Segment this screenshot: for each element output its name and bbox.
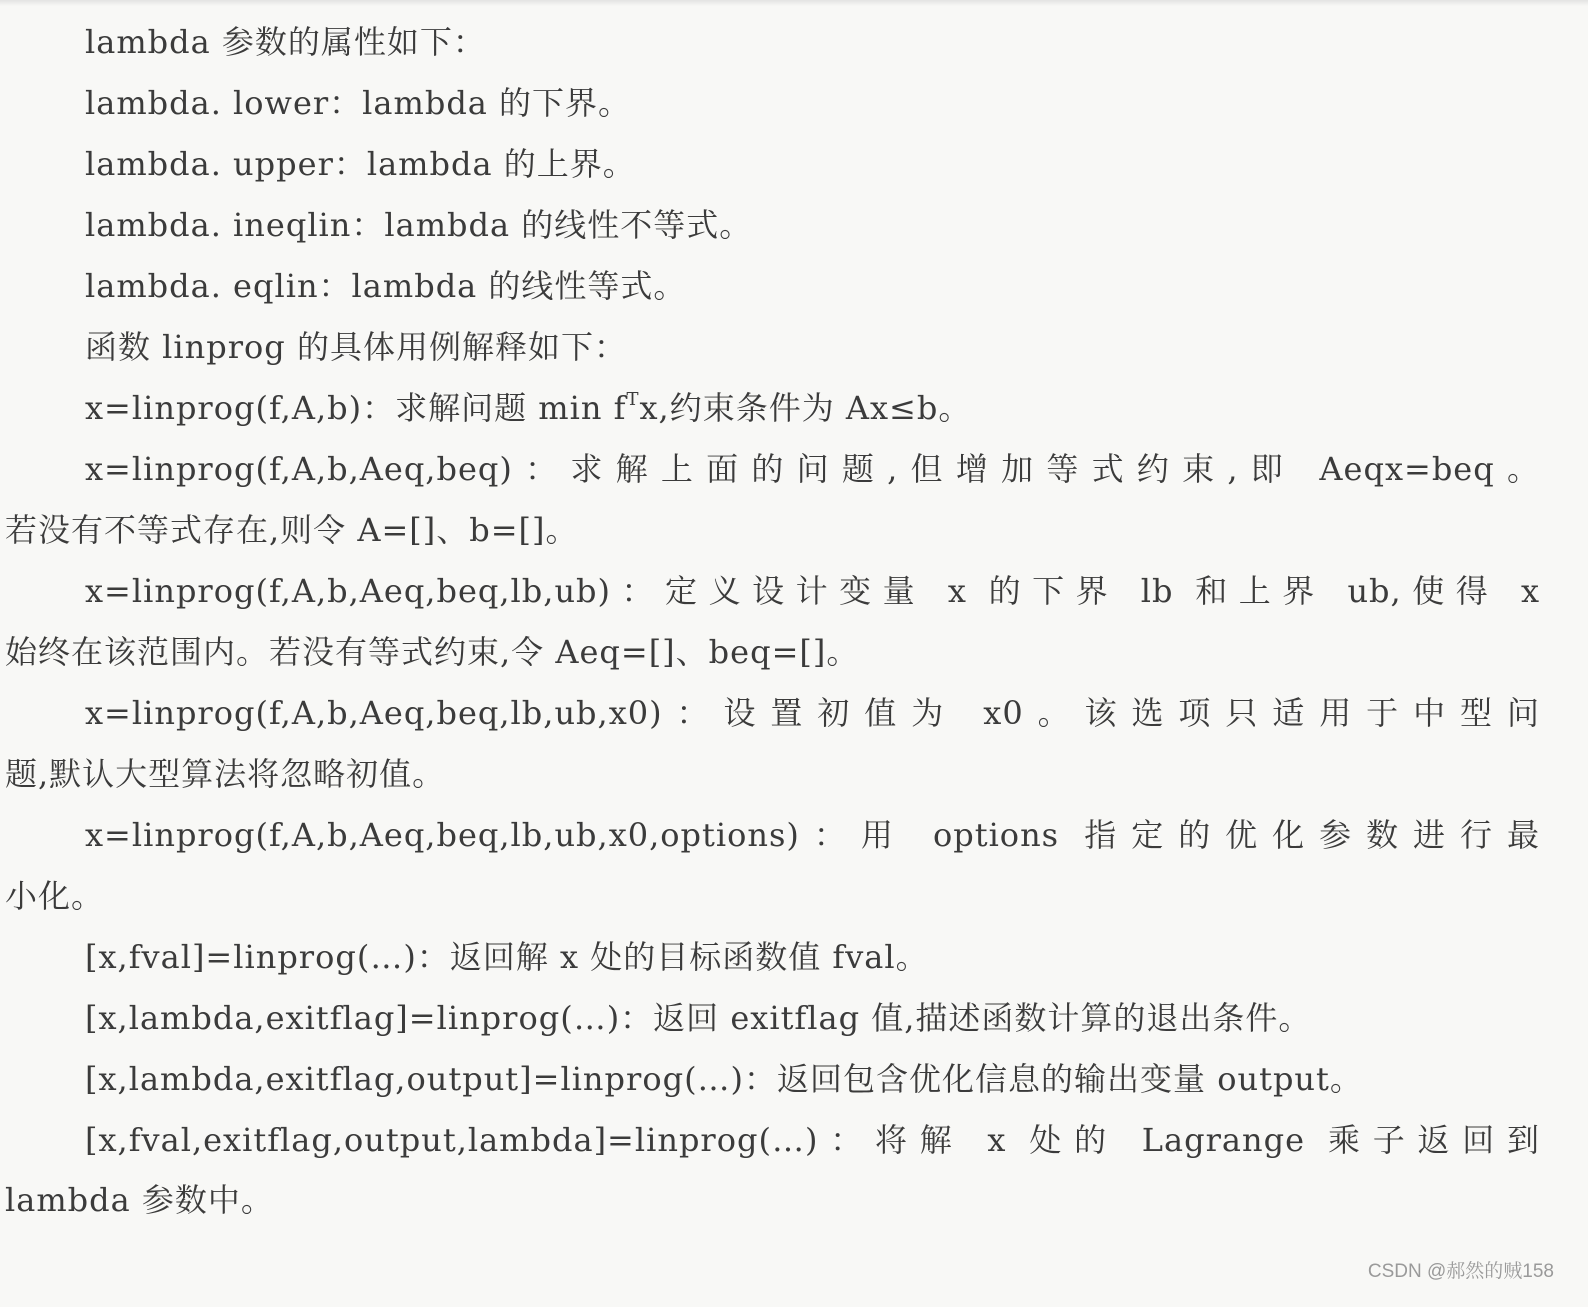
text-line: x=linprog(f,A,b,Aeq,beq,lb,ub)：定义设计变量 x 的下界 lb 和上界 ub,使得 x	[85, 572, 1540, 610]
text-line: lambda. eqlin：lambda 的线性等式。	[85, 267, 687, 305]
superscript: T	[626, 389, 640, 410]
text-segment: x=linprog(f,A,b)：求解问题 min f	[85, 389, 627, 427]
text-line: 始终在该范围内。若没有等式约束,令 Aeq=[]、beq=[]。	[5, 633, 860, 671]
text-line: [x,lambda,exitflag,output]=linprog(…)：返回包含优化信息的输出变量 output。	[85, 1060, 1363, 1098]
text-segment: x,约束条件为 Ax≤b。	[639, 389, 972, 427]
text-line: lambda. ineqlin：lambda 的线性不等式。	[85, 206, 753, 244]
text-line: [x,lambda,exitflag]=linprog(…)：返回 exitflag 值,描述函数计算的退出条件。	[85, 999, 1312, 1037]
text-line: lambda 参数中。	[5, 1181, 274, 1219]
text-line: 题,默认大型算法将忽略初值。	[5, 755, 446, 793]
watermark: CSDN @郝然的贼158	[1367, 1261, 1554, 1282]
text-line: lambda. lower：lambda 的下界。	[85, 84, 632, 122]
text-line: [x,fval,exitflag,output,lambda]=linprog(…)：将解 x 处的 Lagrange 乘子返回到	[85, 1121, 1540, 1159]
text-line: 若没有不等式存在,则令 A=[]、b=[]。	[5, 511, 579, 549]
text-line: x=linprog(f,A,b,Aeq,beq,lb,ub,x0)：设置初值为 x0。该选项只适用于中型问	[85, 694, 1540, 732]
text-line: lambda 参数的属性如下：	[85, 23, 486, 61]
text-line: 函数 linprog 的具体用例解释如下：	[85, 328, 627, 366]
text-line: [x,fval]=linprog(…)：返回解 x 处的目标函数值 fval。	[85, 938, 929, 976]
text-line: x=linprog(f,A,b,Aeq,beq)：求解上面的问题,但增加等式约束,即 Aeqx=beq。	[85, 450, 1540, 488]
scan-edge	[0, 0, 1588, 6]
text-line	[85, 388, 971, 428]
text-line: lambda. upper：lambda 的上界。	[85, 145, 636, 183]
text-line: 小化。	[5, 877, 105, 915]
text-line: x=linprog(f,A,b,Aeq,beq,lb,ub,x0,options)：用 options 指定的优化参数进行最	[85, 816, 1540, 854]
